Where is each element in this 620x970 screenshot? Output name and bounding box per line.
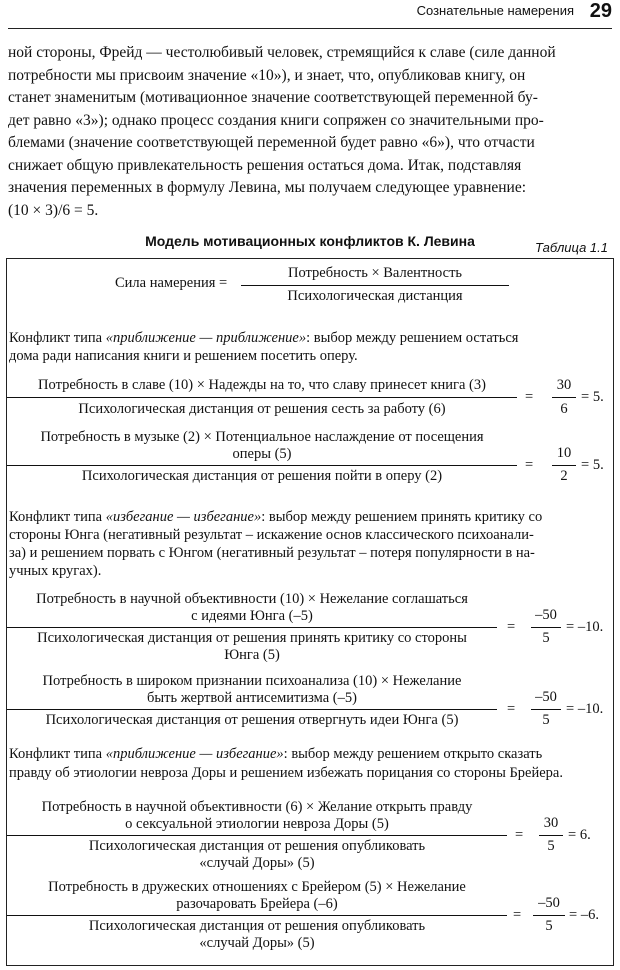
conflict-type: «избегание — избегание»: [105, 509, 262, 525]
eq-fraction-bar: [7, 627, 497, 628]
section-intro: Конфликт типа «избегание — избегание»: выбор между решением принять критику со: [9, 509, 543, 525]
section-intro: Конфликт типа «приближение — приближение»: выбор между решением остаться: [9, 330, 519, 346]
eq-numerator: разочаровать Брейера (–6): [176, 896, 338, 912]
equals-sign: =: [507, 701, 516, 717]
paragraph-line: дет равно «3»); однако процесс создания книги сопряжен со значительными про-: [8, 111, 544, 129]
section-intro-line: стороны Юнга (негативный результат – искажение основ классического психоанали-: [9, 527, 534, 543]
result-value: = 5.: [581, 389, 604, 405]
paragraph-line: станет знаменитым (мотивационное значение соответствующей переменной бу-: [8, 89, 538, 106]
paragraph-line: снижает общую привлекательность решения остаться дома. Итак, подставляя: [8, 156, 522, 174]
eq-denominator: Психологическая дистанция от решения пойти в оперу (2): [81, 468, 443, 484]
result-fraction-bar: [533, 915, 565, 916]
eq-fraction-bar: [7, 835, 507, 836]
paragraph-line: потребности мы присвоим значение «10»), и знает, что, опубликовав книгу, он: [8, 66, 526, 84]
eq-numerator: быть жертвой антисемитизма (–5): [147, 690, 357, 706]
eq-numerator: Потребность в дружеских отношениях с Брейером (5) × Нежелание: [48, 879, 466, 895]
table-box: [6, 258, 614, 966]
running-header: [8, 0, 612, 29]
fraction-bar: [241, 285, 509, 286]
eq-denominator: «случай Доры» (5): [199, 935, 315, 951]
equals-sign: =: [515, 827, 524, 843]
eq-numerator: о сексуальной этиологии невроза Доры (5): [125, 816, 389, 832]
table-title: Модель мотивационных конфликтов К. Левина: [145, 233, 475, 249]
eq-fraction-bar: [7, 709, 497, 710]
equals-sign: =: [507, 619, 516, 635]
result-numerator: 30: [543, 815, 559, 831]
section-intro-line: дома ради написания книги и решением посетить оперу.: [9, 348, 358, 364]
result-numerator: –50: [535, 607, 557, 623]
eq-numerator: Потребность в славе (10) × Надежды на то, что славу принесет книга (3): [38, 377, 486, 393]
eq-denominator: Юнга (5): [224, 647, 280, 663]
result-fraction-bar: [531, 627, 561, 628]
result-denominator: 5: [542, 630, 550, 646]
conflict-type: «приближение — избегание»: [105, 746, 284, 762]
result-value: = –10.: [566, 619, 604, 635]
result-denominator: 5: [542, 712, 550, 728]
paragraph-line: (10 × 3)/6 = 5.: [8, 201, 99, 219]
result-numerator: –50: [538, 895, 560, 911]
eq-numerator: с идеями Юнга (–5): [191, 608, 313, 624]
result-numerator: 10: [556, 445, 572, 461]
result-value: = –10.: [566, 701, 604, 717]
paragraph-line: значения переменных в формулу Левина, мы получаем следующее уравнение:: [8, 179, 527, 196]
result-fraction-bar: [531, 709, 561, 710]
section-intro: Конфликт типа «приближение — избегание»: выбор между решением открыто сказать: [9, 746, 543, 762]
equals-sign: =: [525, 457, 534, 473]
result-denominator: 2: [560, 468, 568, 484]
table-caption: Таблица 1.1: [535, 240, 608, 255]
result-denominator: 5: [547, 838, 555, 854]
result-denominator: 5: [545, 918, 553, 934]
eq-numerator: Потребность в музыке (2) × Потенциальное наслаждение от посещения: [40, 429, 484, 445]
eq-numerator: оперы (5): [232, 446, 292, 462]
conflict-type: «приближение — приближение»: [105, 330, 307, 346]
result-numerator: 30: [556, 377, 572, 393]
eq-fraction-bar: [7, 465, 517, 466]
section-title: Сознательные намерения: [416, 3, 574, 18]
result-value: = 6.: [568, 827, 591, 843]
eq-numerator: Потребность в широком признании психоанализа (10) × Нежелание: [42, 673, 462, 689]
formula-label: Сила намерения =: [115, 275, 228, 291]
eq-fraction-bar: [7, 397, 517, 398]
eq-denominator: Психологическая дистанция от решения отвергнуть идеи Юнга (5): [45, 712, 459, 728]
formula-numerator: Потребность × Валентность: [287, 265, 463, 281]
result-fraction-bar: [552, 397, 576, 398]
eq-denominator: Психологическая дистанция от решения сесть за работу (6): [78, 401, 446, 417]
result-numerator: –50: [535, 689, 557, 705]
equals-sign: =: [525, 389, 534, 405]
result-value: = –6.: [569, 907, 599, 923]
paragraph-line: блемами (значение соответствующей переменной будет равно «6»), что отчасти: [8, 134, 535, 151]
eq-denominator: Психологическая дистанция от решения опубликовать: [88, 918, 426, 934]
result-denominator: 6: [560, 401, 568, 417]
eq-denominator: Психологическая дистанция от решения принять критику со стороны: [37, 630, 467, 646]
section-intro-line: учных кругах).: [9, 563, 102, 579]
eq-numerator: Потребность в научной объективности (10) × Нежелание соглашаться: [36, 591, 468, 607]
section-intro-line: за) и решением порвать с Юнгом (негативный результат – потеря популярности в на-: [9, 545, 535, 561]
eq-denominator: Психологическая дистанция от решения опубликовать: [88, 838, 426, 854]
result-fraction-bar: [539, 835, 563, 836]
paragraph-line: ной стороны, Фрейд — честолюбивый человек, стремящийся к славе (силе данной: [8, 44, 556, 61]
eq-denominator: «случай Доры» (5): [199, 855, 315, 871]
eq-numerator: Потребность в научной объективности (6) × Желание открыть правду: [41, 799, 473, 815]
result-value: = 5.: [581, 457, 604, 473]
result-fraction-bar: [552, 465, 576, 466]
equals-sign: =: [513, 907, 522, 923]
page-number: 29: [589, 0, 612, 22]
eq-fraction-bar: [7, 915, 507, 916]
section-intro-line: правду об этиологии невроза Доры и решением избежать порицания со стороны Брейера.: [9, 765, 563, 781]
body-paragraph: [8, 42, 612, 222]
formula-denominator: Психологическая дистанция: [287, 288, 463, 304]
